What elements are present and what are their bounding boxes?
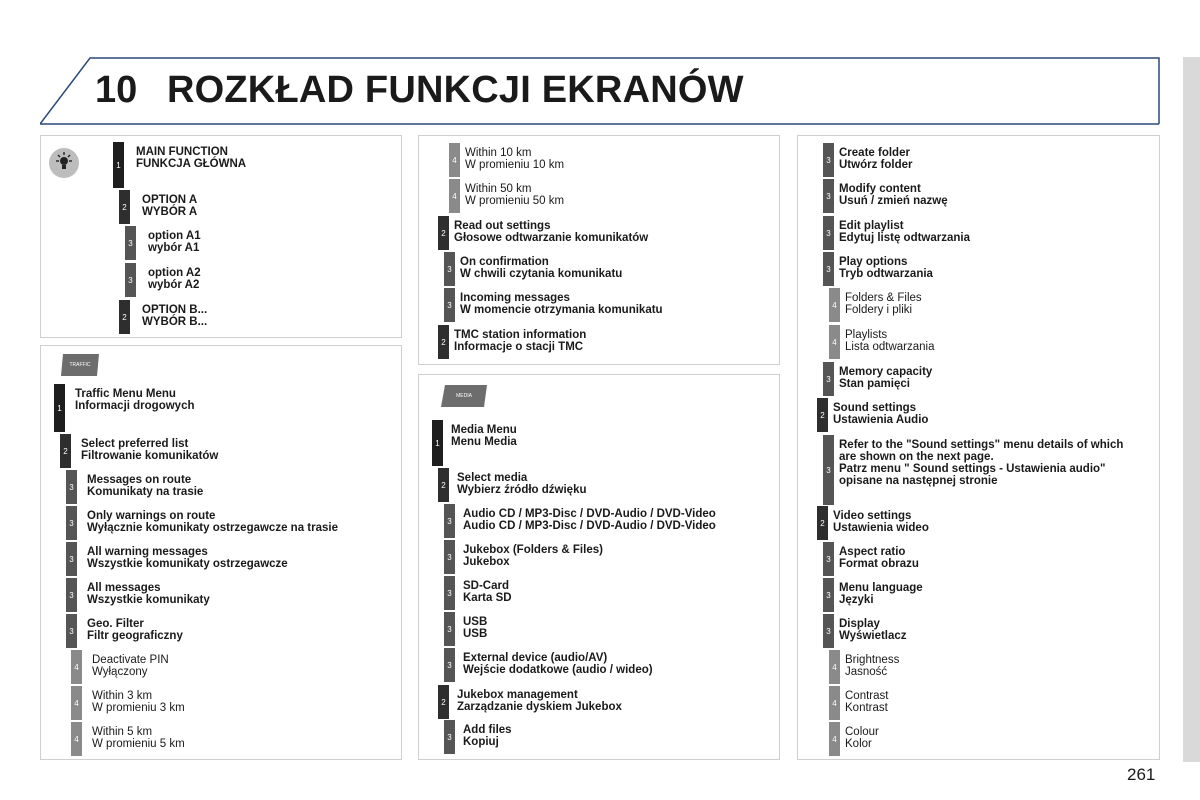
entry-line: Menu language xyxy=(839,582,923,594)
entry-line: Głosowe odtwarzanie komunikatów xyxy=(454,232,649,244)
level-marker: 2 xyxy=(817,506,828,540)
entry-line: Read out settings xyxy=(454,220,551,232)
level-marker: 3 xyxy=(823,362,834,396)
entry-text xyxy=(845,654,899,678)
entry-text xyxy=(845,292,922,316)
traffic-panel xyxy=(40,345,402,760)
entry-line: W promieniu 5 km xyxy=(92,738,185,750)
entry-line: W chwili czytania komunikatu xyxy=(460,268,623,280)
level-marker: 3 xyxy=(823,578,834,612)
entry-line: Wyłącznie komunikaty ostrzegawcze na trasie xyxy=(87,522,338,534)
level-marker: 4 xyxy=(71,686,82,720)
entry-line: Colour xyxy=(845,726,879,738)
level-marker: 3 xyxy=(823,216,834,250)
entry-line: Karta SD xyxy=(463,592,512,604)
entry-line: Wybierz źródło dźwięku xyxy=(457,484,587,496)
entry-line: USB xyxy=(463,628,488,640)
entry-line: Modify content xyxy=(839,183,921,195)
level-marker: 2 xyxy=(817,398,828,432)
entry-text xyxy=(465,147,564,171)
entry-text xyxy=(463,544,603,568)
entry-text xyxy=(839,366,932,390)
entry-line: Playlists xyxy=(845,329,888,341)
entry-line: Select media xyxy=(457,472,528,484)
entry-line: WYBÓR A xyxy=(142,206,198,218)
entry-text xyxy=(839,256,933,280)
entry-text xyxy=(87,546,288,570)
chapter-title: ROZKŁAD FUNKCJI EKRANÓW xyxy=(167,69,744,111)
level-marker: 4 xyxy=(71,650,82,684)
level-marker: 3 xyxy=(66,506,77,540)
entry-line: Play options xyxy=(839,256,908,268)
entry-line: Lista odtwarzania xyxy=(845,341,935,353)
entry-line: Within 3 km xyxy=(92,690,153,702)
level-marker: 4 xyxy=(449,143,460,177)
entry-line: Incoming messages xyxy=(460,292,570,304)
entry-line: Patrz menu " Sound settings - Ustawienia audio" xyxy=(839,463,1106,475)
entry-text xyxy=(457,689,622,713)
entry-text xyxy=(839,618,907,642)
entry-line: Kontrast xyxy=(845,702,888,714)
level-marker: 3 xyxy=(444,288,455,322)
level-marker: 4 xyxy=(829,686,840,720)
entry-line: Wszystkie komunikaty xyxy=(87,594,210,606)
entry-line: Wyświetlacz xyxy=(839,630,907,642)
entry-line: Within 50 km xyxy=(465,183,532,195)
level-marker: 3 xyxy=(444,540,455,574)
entry-text xyxy=(87,618,183,642)
entry-line: Stan pamięci xyxy=(839,378,910,390)
entry-text xyxy=(463,724,512,748)
entry-text xyxy=(460,256,622,280)
level-marker: 3 xyxy=(125,263,136,297)
entry-text xyxy=(833,402,928,426)
level-marker: 3 xyxy=(66,614,77,648)
level-marker: 2 xyxy=(119,190,130,224)
entry-line: Ustawienia Audio xyxy=(833,414,929,426)
entry-text xyxy=(833,510,929,534)
entry-line: W promieniu 10 km xyxy=(465,159,565,171)
entry-text xyxy=(463,508,716,532)
entry-text xyxy=(87,510,338,534)
entry-line: are shown on the next page. xyxy=(839,451,994,463)
level-marker: 4 xyxy=(829,325,840,359)
entry-line: Wszystkie komunikaty ostrzegawcze xyxy=(87,558,288,570)
entry-text xyxy=(463,580,512,604)
entry-line: Filtr geograficzny xyxy=(87,630,183,642)
entry-text xyxy=(136,146,246,170)
entry-line: Add files xyxy=(463,724,512,736)
entry-line: Sound settings xyxy=(833,402,917,414)
entry-line: TMC station information xyxy=(454,329,587,341)
entry-line: OPTION A xyxy=(142,194,198,206)
entry-line: Within 10 km xyxy=(465,147,532,159)
entry-line: Media Menu xyxy=(451,424,517,436)
level-marker: 3 xyxy=(66,542,77,576)
entry-line: Informacje o stacji TMC xyxy=(454,341,584,353)
entry-text xyxy=(87,582,210,606)
entry-line: External device (audio/AV) xyxy=(463,652,608,664)
level-marker: 3 xyxy=(444,252,455,286)
entry-line: Refer to the "Sound settings" menu details of which xyxy=(839,439,1124,451)
entry-line: Aspect ratio xyxy=(839,546,906,558)
entry-line: Memory capacity xyxy=(839,366,933,378)
entry-line: Kolor xyxy=(845,738,872,750)
entry-line: Wejście dodatkowe (audio / wideo) xyxy=(463,664,653,676)
entry-line: Ustawienia wideo xyxy=(833,522,929,534)
entry-line: Deactivate PIN xyxy=(92,654,169,666)
entry-line: OPTION B... xyxy=(142,304,208,316)
entry-line: Utwórz folder xyxy=(839,159,913,171)
entry-text xyxy=(454,220,648,244)
side-tab-strip xyxy=(1183,57,1200,762)
entry-line: Create folder xyxy=(839,147,910,159)
entry-line: Traffic Menu Menu xyxy=(75,388,176,400)
bulb-icon xyxy=(49,148,79,178)
entry-line: opisane na następnej stronie xyxy=(839,475,998,487)
entry-line: Geo. Filter xyxy=(87,618,144,630)
entry-line: Display xyxy=(839,618,880,630)
level-marker: 3 xyxy=(66,578,77,612)
chapter-header xyxy=(40,57,1160,125)
entry-line: USB xyxy=(463,616,488,628)
entry-line: Wyłączony xyxy=(92,666,148,678)
entry-line: Select preferred list xyxy=(81,438,189,450)
entry-text xyxy=(465,183,564,207)
entry-line: Tryb odtwarzania xyxy=(839,268,933,280)
level-marker: 3 xyxy=(66,470,77,504)
entry-line: Języki xyxy=(839,594,874,606)
entry-text xyxy=(92,654,169,678)
level-marker: 3 xyxy=(444,612,455,646)
entry-text xyxy=(845,690,888,714)
page-number: 261 xyxy=(1127,765,1156,784)
entry-text xyxy=(81,438,218,462)
entry-line: Audio CD / MP3-Disc / DVD-Audio / DVD-Video xyxy=(463,508,716,520)
entry-line: Edit playlist xyxy=(839,220,904,232)
entry-text xyxy=(845,726,879,750)
entry-line: Filtrowanie komunikatów xyxy=(81,450,219,462)
level-marker: 3 xyxy=(823,179,834,213)
level-marker: 3 xyxy=(823,143,834,177)
entry-line: option A2 xyxy=(148,267,201,279)
entry-line: Komunikaty na trasie xyxy=(87,486,204,498)
entry-line: Informacji drogowych xyxy=(75,400,195,412)
entry-text xyxy=(451,424,517,448)
level-marker: 2 xyxy=(438,216,449,250)
entry-line: Messages on route xyxy=(87,474,192,486)
entry-text xyxy=(457,472,587,496)
entry-text xyxy=(839,147,912,171)
level-marker: 4 xyxy=(71,722,82,756)
entry-text xyxy=(839,439,1123,487)
chapter-number: 10 xyxy=(95,69,138,111)
level-marker: 2 xyxy=(438,685,449,719)
entry-line: Edytuj listę odtwarzania xyxy=(839,232,970,244)
entry-line: Jasność xyxy=(845,666,888,678)
entry-line: All warning messages xyxy=(87,546,208,558)
entry-text xyxy=(142,304,207,328)
level-marker: 4 xyxy=(449,179,460,213)
entry-line: On confirmation xyxy=(460,256,549,268)
entry-text xyxy=(142,194,197,218)
entry-line: SD-Card xyxy=(463,580,510,592)
level-marker: 1 xyxy=(113,142,124,188)
level-marker: 4 xyxy=(829,722,840,756)
entry-line: wybór A2 xyxy=(148,279,200,291)
media-continued-panel xyxy=(797,135,1160,760)
entry-text xyxy=(148,230,201,254)
entry-text xyxy=(460,292,663,316)
level-marker: 3 xyxy=(125,226,136,260)
legend-panel xyxy=(40,135,402,338)
entry-line: W promieniu 50 km xyxy=(465,195,565,207)
level-marker: 3 xyxy=(823,252,834,286)
entry-text xyxy=(839,582,923,606)
traffic-continued-panel xyxy=(418,135,780,365)
level-marker: 2 xyxy=(60,434,71,468)
entry-line: Menu Media xyxy=(451,436,517,448)
entry-line: Within 5 km xyxy=(92,726,153,738)
entry-line: wybór A1 xyxy=(148,242,200,254)
entry-line: Kopiuj xyxy=(463,736,499,748)
entry-line: W momencie otrzymania komunikatu xyxy=(460,304,663,316)
entry-line: Jukebox management xyxy=(457,689,578,701)
entry-text xyxy=(839,220,970,244)
entry-text xyxy=(75,388,195,412)
entry-line: Zarządzanie dyskiem Jukebox xyxy=(457,701,622,713)
level-marker: 2 xyxy=(119,300,130,334)
level-marker: 3 xyxy=(444,648,455,682)
media-panel xyxy=(418,374,780,760)
entry-line: Only warnings on route xyxy=(87,510,216,522)
media-icon: MEDIA xyxy=(441,385,479,407)
entry-line: All messages xyxy=(87,582,161,594)
entry-line: Jukebox xyxy=(463,556,510,568)
entry-line: Video settings xyxy=(833,510,912,522)
level-marker: 3 xyxy=(823,542,834,576)
entry-line: Jukebox (Folders & Files) xyxy=(463,544,603,556)
entry-text xyxy=(92,690,185,714)
entry-line: option A1 xyxy=(148,230,201,242)
entry-line: Brightness xyxy=(845,654,900,666)
entry-text xyxy=(839,546,919,570)
entry-line: WYBÓR B... xyxy=(142,316,208,328)
entry-text xyxy=(845,329,935,353)
entry-line: Usuń / zmień nazwę xyxy=(839,195,948,207)
level-marker: 3 xyxy=(444,504,455,538)
entry-line: Format obrazu xyxy=(839,558,919,570)
entry-line: FUNKCJA GŁÓWNA xyxy=(136,158,247,170)
entry-text xyxy=(87,474,203,498)
entry-line: W promieniu 3 km xyxy=(92,702,185,714)
entry-line: Folders & Files xyxy=(845,292,922,304)
entry-line: MAIN FUNCTION xyxy=(136,146,228,158)
level-marker: 3 xyxy=(823,614,834,648)
entry-line: Audio CD / MP3-Disc / DVD-Audio / DVD-Video xyxy=(463,520,716,532)
level-marker: 3 xyxy=(444,720,455,754)
entry-text xyxy=(463,616,487,640)
traffic-icon: TRAFFIC xyxy=(61,354,99,376)
level-marker: 2 xyxy=(438,325,449,359)
level-marker: 1 xyxy=(54,384,65,432)
entry-text xyxy=(463,652,653,676)
level-marker: 1 xyxy=(432,420,443,466)
level-marker: 2 xyxy=(438,468,449,502)
entry-line: Contrast xyxy=(845,690,889,702)
level-marker: 3 xyxy=(823,435,834,505)
level-marker: 3 xyxy=(444,576,455,610)
entry-line: Foldery i pliki xyxy=(845,304,913,316)
entry-text xyxy=(148,267,201,291)
entry-text xyxy=(839,183,948,207)
level-marker: 4 xyxy=(829,288,840,322)
entry-text xyxy=(92,726,185,750)
level-marker: 4 xyxy=(829,650,840,684)
entry-text xyxy=(454,329,586,353)
